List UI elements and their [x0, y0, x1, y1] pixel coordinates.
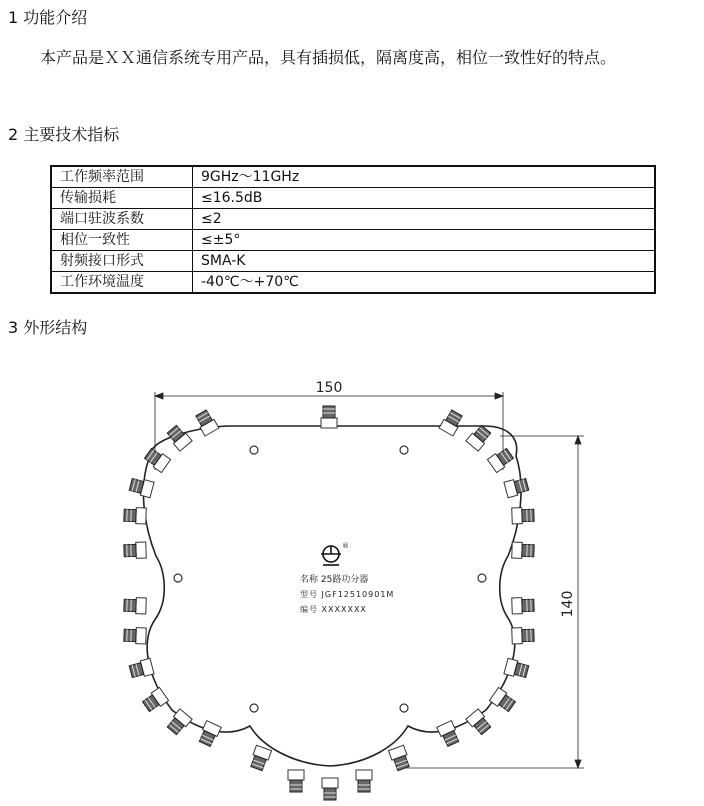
sma-connector-icon	[124, 507, 147, 524]
sma-connector-icon	[512, 627, 535, 644]
sma-connector-icon	[321, 406, 337, 428]
sma-connector-icon	[124, 597, 147, 614]
sma-connector-icon	[512, 507, 535, 524]
spec-value: SMA-K	[193, 251, 656, 272]
section-title-structure: 3 外形结构	[8, 318, 88, 337]
sma-connector-icon	[124, 542, 147, 559]
section-title-specs: 2 主要技术指标	[8, 125, 120, 144]
spec-key: 射频接口形式	[51, 251, 193, 272]
spec-value: ≤±5°	[193, 230, 656, 251]
sma-connector-icon	[288, 770, 304, 792]
spec-key: 工作频率范围	[51, 166, 193, 188]
sma-connector-icon	[388, 745, 411, 771]
sma-connector-icon	[356, 770, 372, 792]
section-title-function: 1 功能介绍	[8, 8, 88, 27]
label-model: 型号 JGF12510901M	[300, 590, 395, 599]
sma-connector-icon	[124, 627, 147, 644]
spec-key: 相位一致性	[51, 230, 193, 251]
outline-drawing	[0, 350, 704, 806]
outline-drawing-svg	[0, 350, 704, 806]
spec-value: 9GHz～11GHz	[193, 166, 656, 188]
spec-table	[50, 165, 656, 294]
registered-mark: ®	[342, 542, 349, 550]
intro-paragraph	[8, 42, 698, 74]
dimension-width-label: 150	[315, 380, 343, 396]
spec-row	[51, 188, 655, 209]
label-name: 名称 25路功分器	[300, 575, 369, 585]
spec-value: -40℃～+70℃	[193, 272, 656, 294]
spec-value: ≤16.5dB	[193, 188, 656, 209]
sma-connector-icon	[512, 597, 535, 614]
spec-key: 工作环境温度	[51, 272, 193, 294]
intro-text: 本产品是ＸＸ通信系统专用产品，具有插损低，隔离度高，相位一致性好的特点。	[40, 48, 617, 67]
spec-value: ≤2	[193, 209, 656, 230]
spec-key: 传输损耗	[51, 188, 193, 209]
sma-connector-icon	[512, 542, 535, 559]
spec-row	[51, 272, 655, 294]
sma-connector-icon	[129, 658, 154, 679]
spec-row	[51, 230, 655, 251]
label-serial: 编号 XXXXXXX	[300, 605, 367, 614]
spec-row	[51, 209, 655, 230]
spec-key: 端口驻波系数	[51, 209, 193, 230]
sma-connector-icon	[322, 778, 338, 800]
dimension-height-label: 140	[560, 590, 576, 618]
spec-row	[51, 166, 655, 188]
sma-connector-icon	[249, 745, 272, 771]
spec-row	[51, 251, 655, 272]
